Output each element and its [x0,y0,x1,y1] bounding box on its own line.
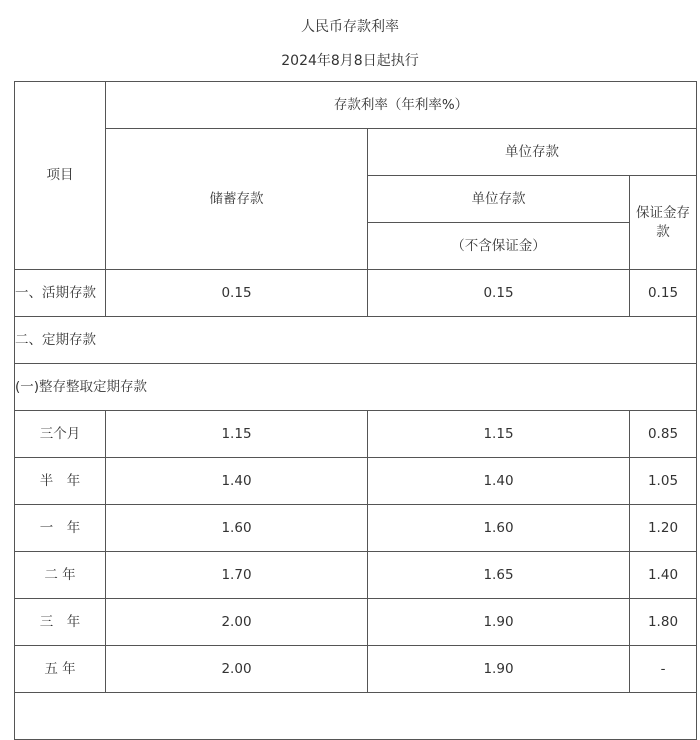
savings-rate: 2.00 [106,646,368,693]
row-label: 一、活期存款 [15,270,106,317]
savings-rate: 0.15 [106,270,368,317]
header-unit-sub-note: （不含保证金） [368,223,630,270]
table-row [15,458,697,505]
margin-rate: 1.80 [630,599,697,646]
term-label: 半 年 [15,458,106,505]
savings-rate: 1.60 [106,505,368,552]
table-row [15,505,697,552]
term-label: 一 年 [15,505,106,552]
unit-rate: 1.60 [368,505,630,552]
margin-rate: 1.05 [630,458,697,505]
table-row [15,317,697,364]
table-row [15,599,697,646]
savings-rate: 1.70 [106,552,368,599]
table-row [15,364,697,411]
term-label: 三个月 [15,411,106,458]
table-row [15,411,697,458]
term-label: 五 年 [15,646,106,693]
unit-rate: 1.90 [368,646,630,693]
unit-rate: 1.65 [368,552,630,599]
table-row [15,646,697,693]
header-unit-sub: 单位存款 [368,176,630,223]
unit-rate: 0.15 [368,270,630,317]
margin-rate: 1.40 [630,552,697,599]
margin-rate: - [630,646,697,693]
margin-rate: 1.20 [630,505,697,552]
effective-date: 2024年8月8日起执行 [281,53,419,69]
table-row [15,552,697,599]
savings-rate: 2.00 [106,599,368,646]
unit-rate: 1.15 [368,411,630,458]
unit-rate: 1.40 [368,458,630,505]
unit-rate: 1.90 [368,599,630,646]
savings-rate: 1.15 [106,411,368,458]
margin-rate: 0.85 [630,411,697,458]
header-item: 项目 [15,82,106,270]
subsection-label: (一)整存整取定期存款 [15,364,697,411]
section-label: 二、定期存款 [15,317,697,364]
header-margin: 保证金存款 [630,176,697,270]
term-label: 二 年 [15,552,106,599]
header-unit-deposit: 单位存款 [368,129,697,176]
header-savings: 储蓄存款 [106,129,368,270]
header-rate: 存款利率（年利率%） [106,82,697,129]
table-row [15,270,697,317]
deposit-rate-table [14,81,697,740]
savings-rate: 1.40 [106,458,368,505]
page-title: 人民币存款利率 [301,19,399,35]
term-label: 三 年 [15,599,106,646]
margin-rate: 0.15 [630,270,697,317]
